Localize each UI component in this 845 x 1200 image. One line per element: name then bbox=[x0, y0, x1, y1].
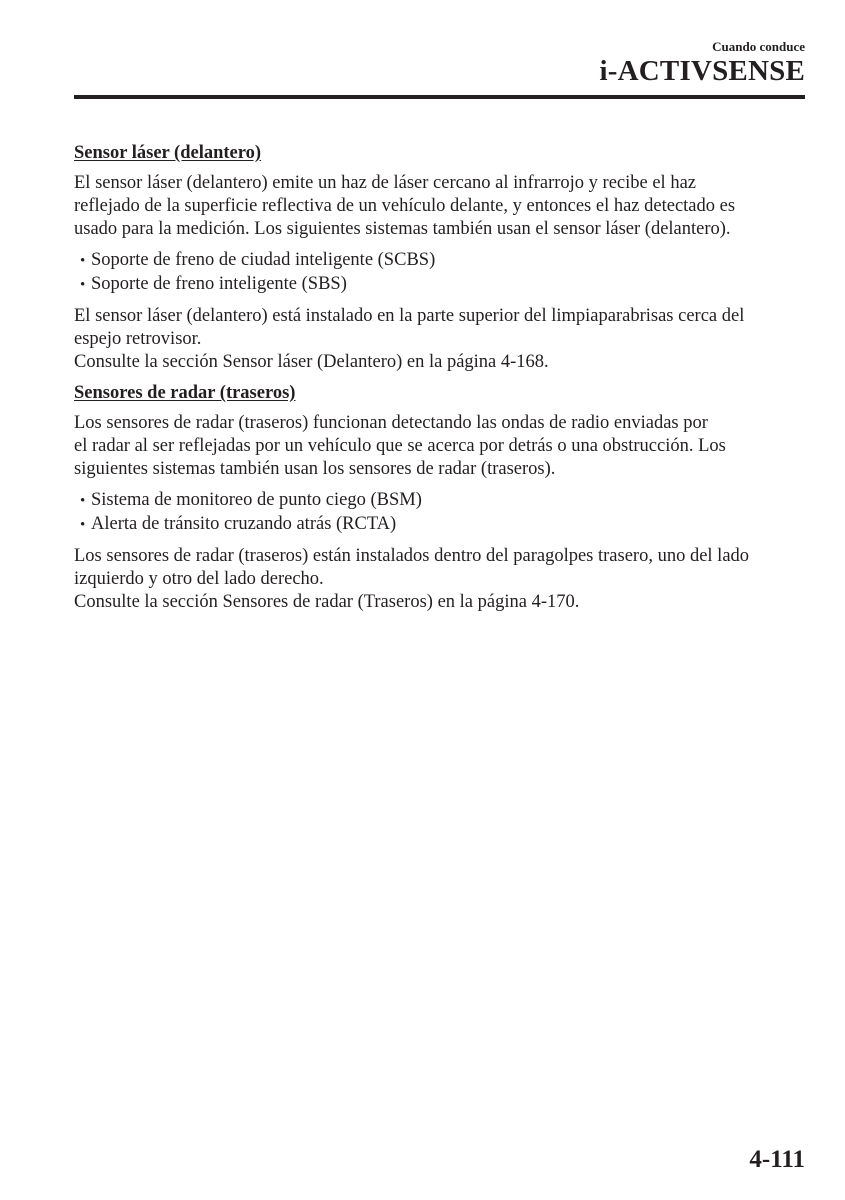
text-line: Los sensores de radar (traseros) funcionan detectando las ondas de radio enviadas por bbox=[74, 413, 708, 433]
page-number: 4-111 bbox=[749, 1146, 805, 1173]
list-item-text: Soporte de freno de ciudad inteligente (SCBS) bbox=[91, 250, 436, 270]
list-item bbox=[74, 513, 804, 537]
paragraph bbox=[74, 172, 804, 241]
text-line: El sensor láser (delantero) está instalado en la parte superior del limpiaparabrisas cerca del bbox=[74, 306, 745, 326]
list-item-text: Sistema de monitoreo de punto ciego (BSM) bbox=[91, 490, 422, 510]
bullet-icon: • bbox=[80, 493, 86, 509]
bullet-icon: • bbox=[80, 277, 86, 293]
section-laser-sensor bbox=[74, 142, 804, 374]
text-line: El sensor láser (delantero) emite un haz de láser cercano al infrarrojo y recibe el haz bbox=[74, 173, 696, 193]
section-title: i-ACTIVSENSE bbox=[599, 55, 805, 87]
paragraph bbox=[74, 545, 804, 614]
list-item bbox=[74, 489, 804, 513]
paragraph bbox=[74, 412, 804, 481]
list-item-text: Alerta de tránsito cruzando atrás (RCTA) bbox=[91, 514, 397, 534]
text-line: Consulte la sección Sensor láser (Delantero) en la página 4-168. bbox=[74, 352, 549, 372]
bullet-icon: • bbox=[80, 517, 86, 533]
text-line: el radar al ser reflejadas por un vehículo que se acerca por detrás o una obstrucción. Los bbox=[74, 436, 726, 456]
paragraph bbox=[74, 305, 804, 374]
text-line: espejo retrovisor. bbox=[74, 329, 202, 349]
list-item bbox=[74, 273, 804, 297]
text-line: izquierdo y otro del lado derecho. bbox=[74, 569, 324, 589]
section-heading: Sensores de radar (traseros) bbox=[74, 383, 296, 403]
main-content bbox=[74, 142, 804, 622]
section-radar-sensors bbox=[74, 382, 804, 614]
bullet-list bbox=[74, 249, 804, 297]
text-line: usado para la medición. Los siguientes sistemas también usan el sensor láser (delantero). bbox=[74, 219, 731, 239]
chapter-label: Cuando conduce bbox=[712, 39, 805, 54]
bullet-icon: • bbox=[80, 253, 86, 269]
text-line: Consulte la sección Sensores de radar (Traseros) en la página 4-170. bbox=[74, 592, 580, 612]
header-divider bbox=[74, 95, 805, 99]
list-item-text: Soporte de freno inteligente (SBS) bbox=[91, 274, 347, 294]
text-line: siguientes sistemas también usan los sensores de radar (traseros). bbox=[74, 459, 556, 479]
text-line: Los sensores de radar (traseros) están instalados dentro del paragolpes trasero, uno del lado bbox=[74, 546, 750, 566]
text-line: reflejado de la superficie reflectiva de un vehículo delante, y entonces el haz detectado es bbox=[74, 196, 736, 216]
list-item bbox=[74, 249, 804, 273]
bullet-list bbox=[74, 489, 804, 537]
section-heading: Sensor láser (delantero) bbox=[74, 143, 262, 163]
